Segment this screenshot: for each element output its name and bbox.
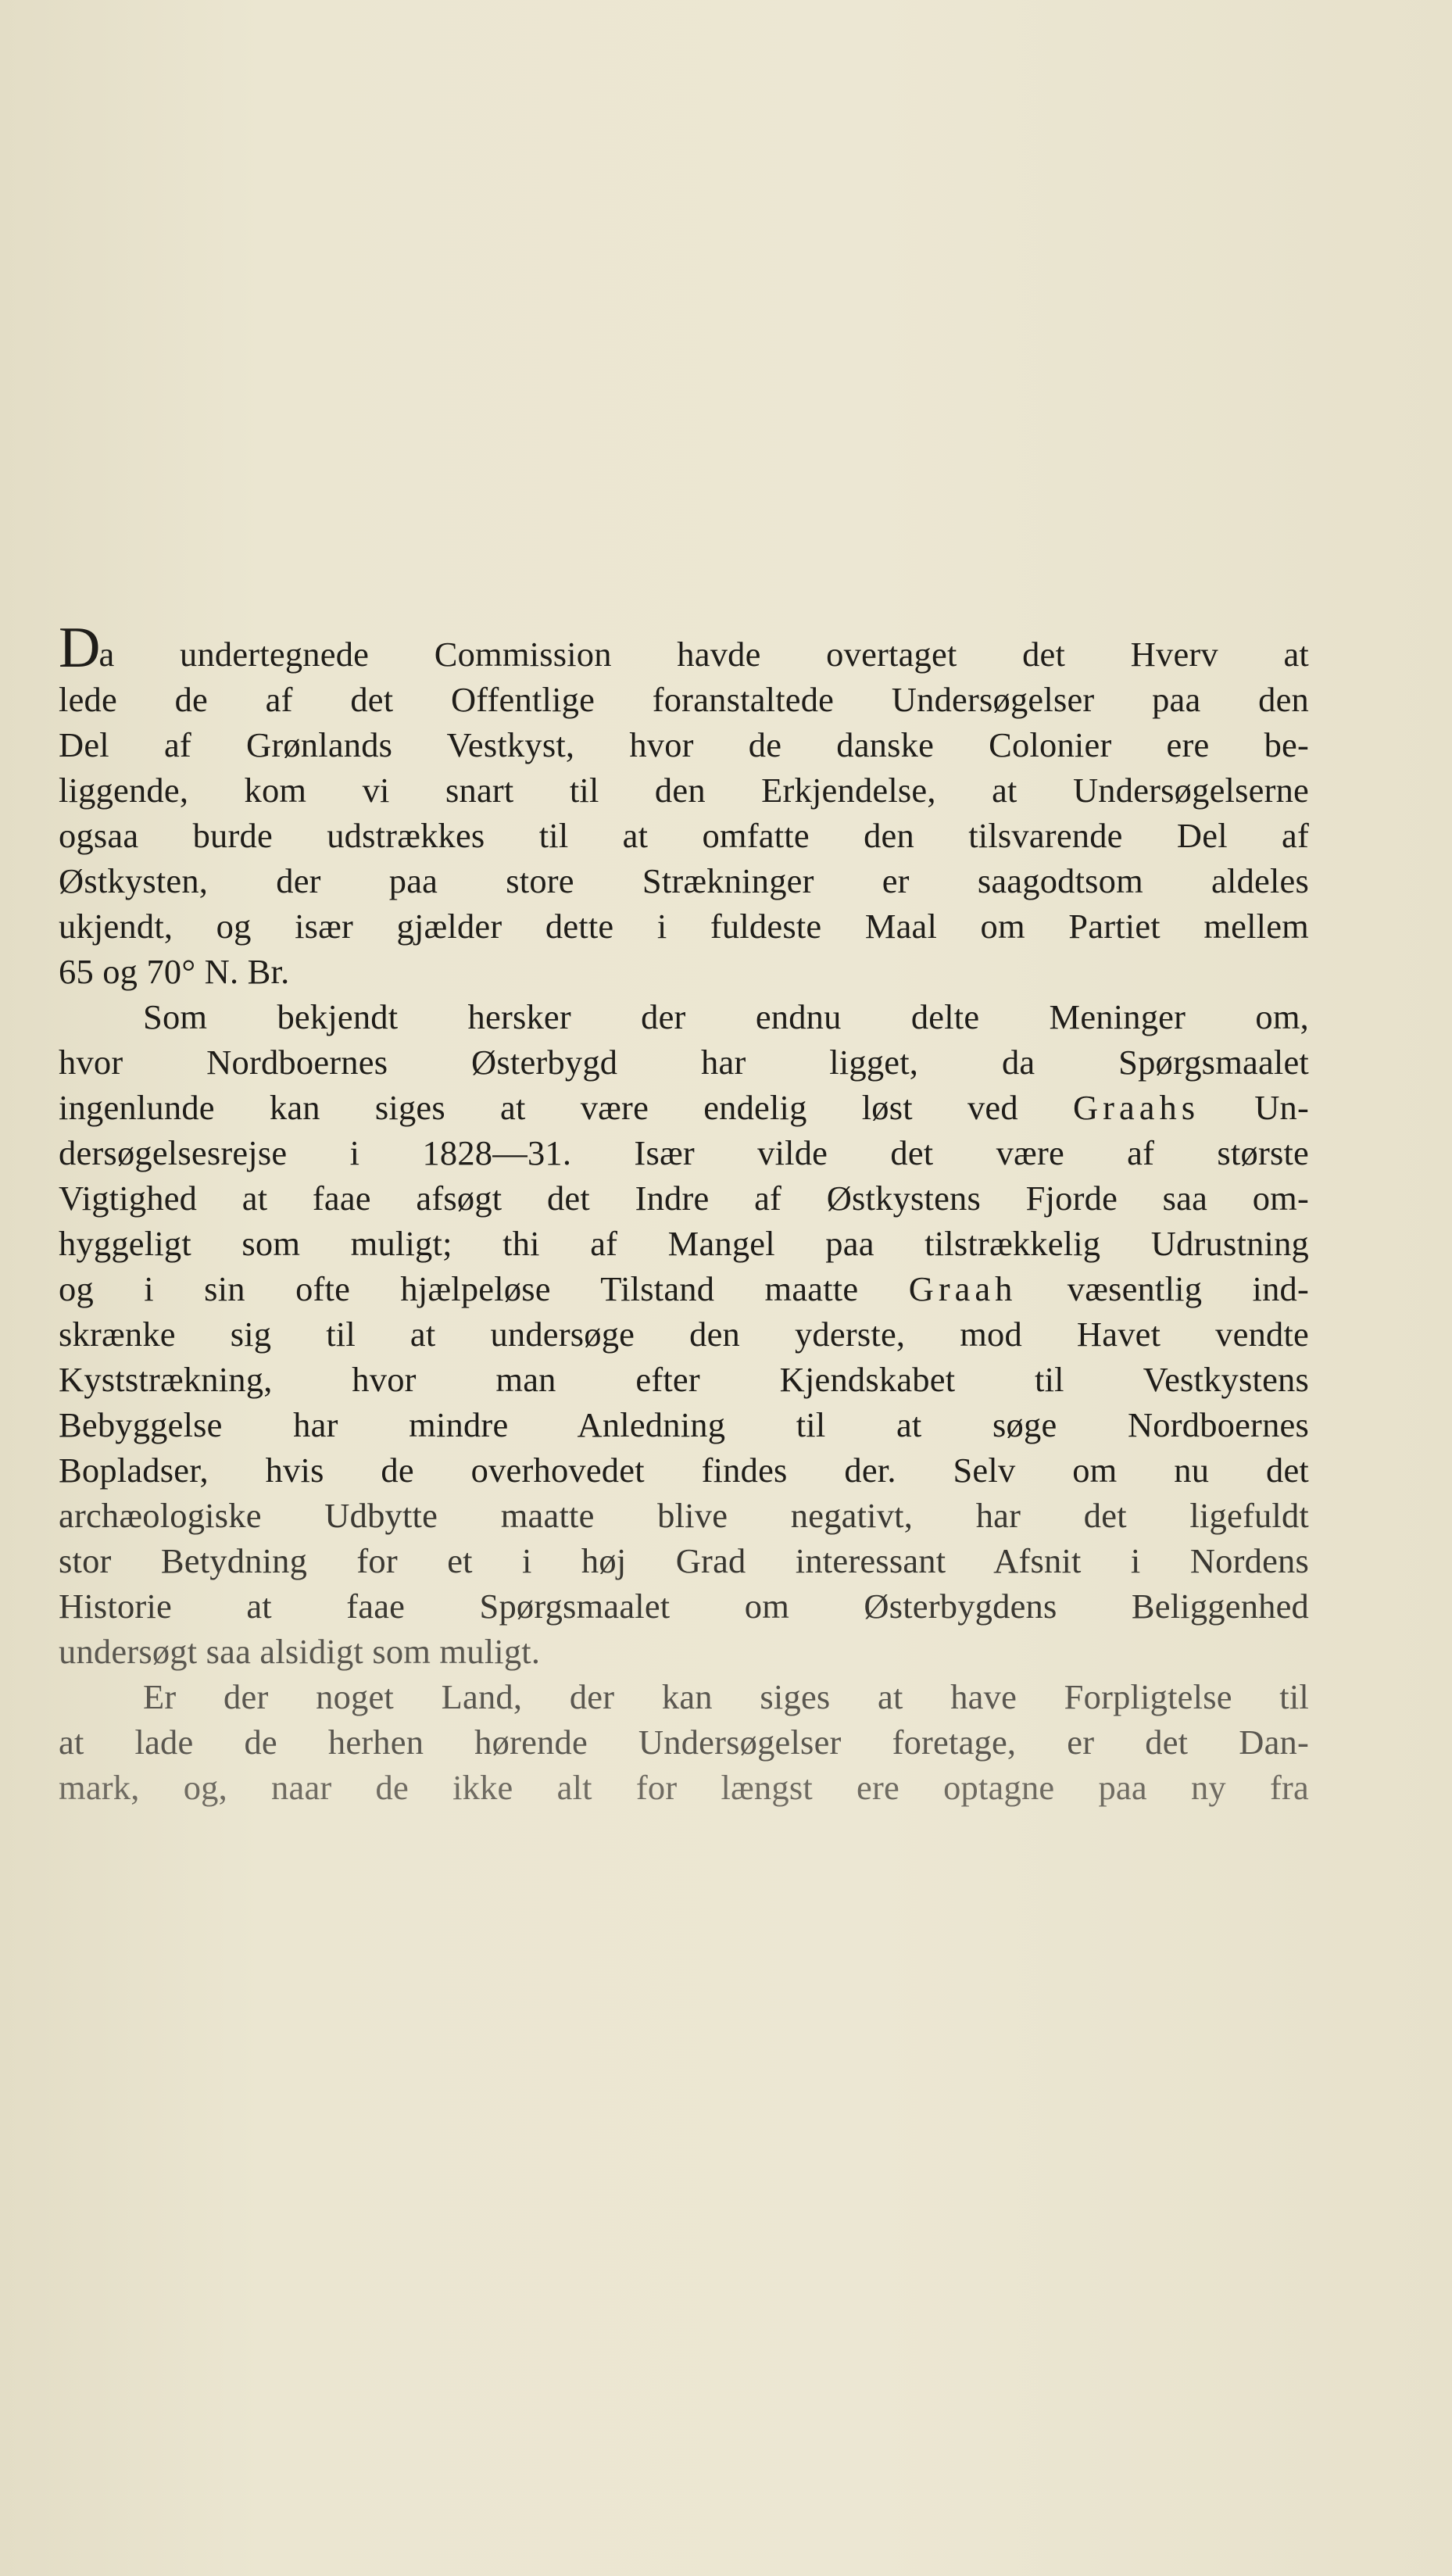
- text-line: at lade de herhen hørende Undersøgelser foretage, er det Dan-: [59, 1723, 1309, 1762]
- text-line: Er der noget Land, der kan siges at have Forpligtelse til: [143, 1677, 1309, 1716]
- text-line: stor Betydning for et i høj Grad interessant Afsnit i Nordens: [59, 1541, 1309, 1580]
- text-line: 65 og 70° N. Br.: [59, 952, 290, 991]
- text-line: dersøgelsesrejse i 1828—31. Især vilde det være af største: [59, 1133, 1309, 1172]
- text-line: skrænke sig til at undersøge den yderste, mod Havet vendte: [59, 1315, 1309, 1354]
- text-line: ingenlunde kan siges at være endelig løst ved Graahs Un-: [59, 1088, 1309, 1127]
- text-line: mark, og, naar de ikke alt for længst ere optagne paa ny fra: [59, 1768, 1309, 1807]
- text-line: Historie at faae Spørgsmaalet om Østerbygdens Beliggenhed: [59, 1587, 1309, 1626]
- text-line: Bopladser, hvis de overhovedet findes der. Selv om nu det: [59, 1451, 1309, 1490]
- text-line: Østkysten, der paa store Strækninger er saagodtsom aldeles: [59, 861, 1309, 900]
- text-line: Del af Grønlands Vestkyst, hvor de danske Colonier ere be-: [59, 725, 1309, 764]
- text-line: Da undertegnede Commission havde overtaget det Hverv at: [59, 616, 1309, 680]
- author-name: Graah: [908, 1269, 1017, 1308]
- text-line: ukjendt, og især gjælder dette i fuldeste Maal om Partiet mellem: [59, 907, 1309, 946]
- text-line: og i sin ofte hjælpeløse Tilstand maatte Graah væsentlig ind-: [59, 1269, 1309, 1308]
- text-line: lede de af det Offentlige foranstaltede Undersøgelser paa den: [59, 680, 1309, 719]
- text-line: hyggeligt som muligt; thi af Mangel paa tilstrækkelig Udrustning: [59, 1224, 1309, 1263]
- text-line: Bebyggelse har mindre Anledning til at søge Nordboernes: [59, 1405, 1309, 1444]
- body-text: [59, 616, 1309, 1810]
- drop-cap: D: [59, 616, 99, 680]
- text-line: Kyststrækning, hvor man efter Kjendskabet til Vestkystens: [59, 1360, 1309, 1399]
- text-line: archæologiske Udbytte maatte blive negativt, har det ligefuldt: [59, 1496, 1309, 1535]
- author-name: Graahs: [1073, 1088, 1200, 1127]
- text-line: liggende, kom vi snart til den Erkjendelse, at Undersøgelserne: [59, 771, 1309, 810]
- text-line: hvor Nordboernes Østerbygd har ligget, da Spørgsmaalet: [59, 1043, 1309, 1082]
- text-line: Som bekjendt hersker der endnu delte Meninger om,: [143, 997, 1309, 1036]
- text-line: Vigtighed at faae afsøgt det Indre af Østkystens Fjorde saa om-: [59, 1179, 1309, 1218]
- text-line: undersøgt saa alsidigt som muligt.: [59, 1632, 541, 1671]
- text-line: ogsaa burde udstrækkes til at omfatte den tilsvarende Del af: [59, 816, 1309, 855]
